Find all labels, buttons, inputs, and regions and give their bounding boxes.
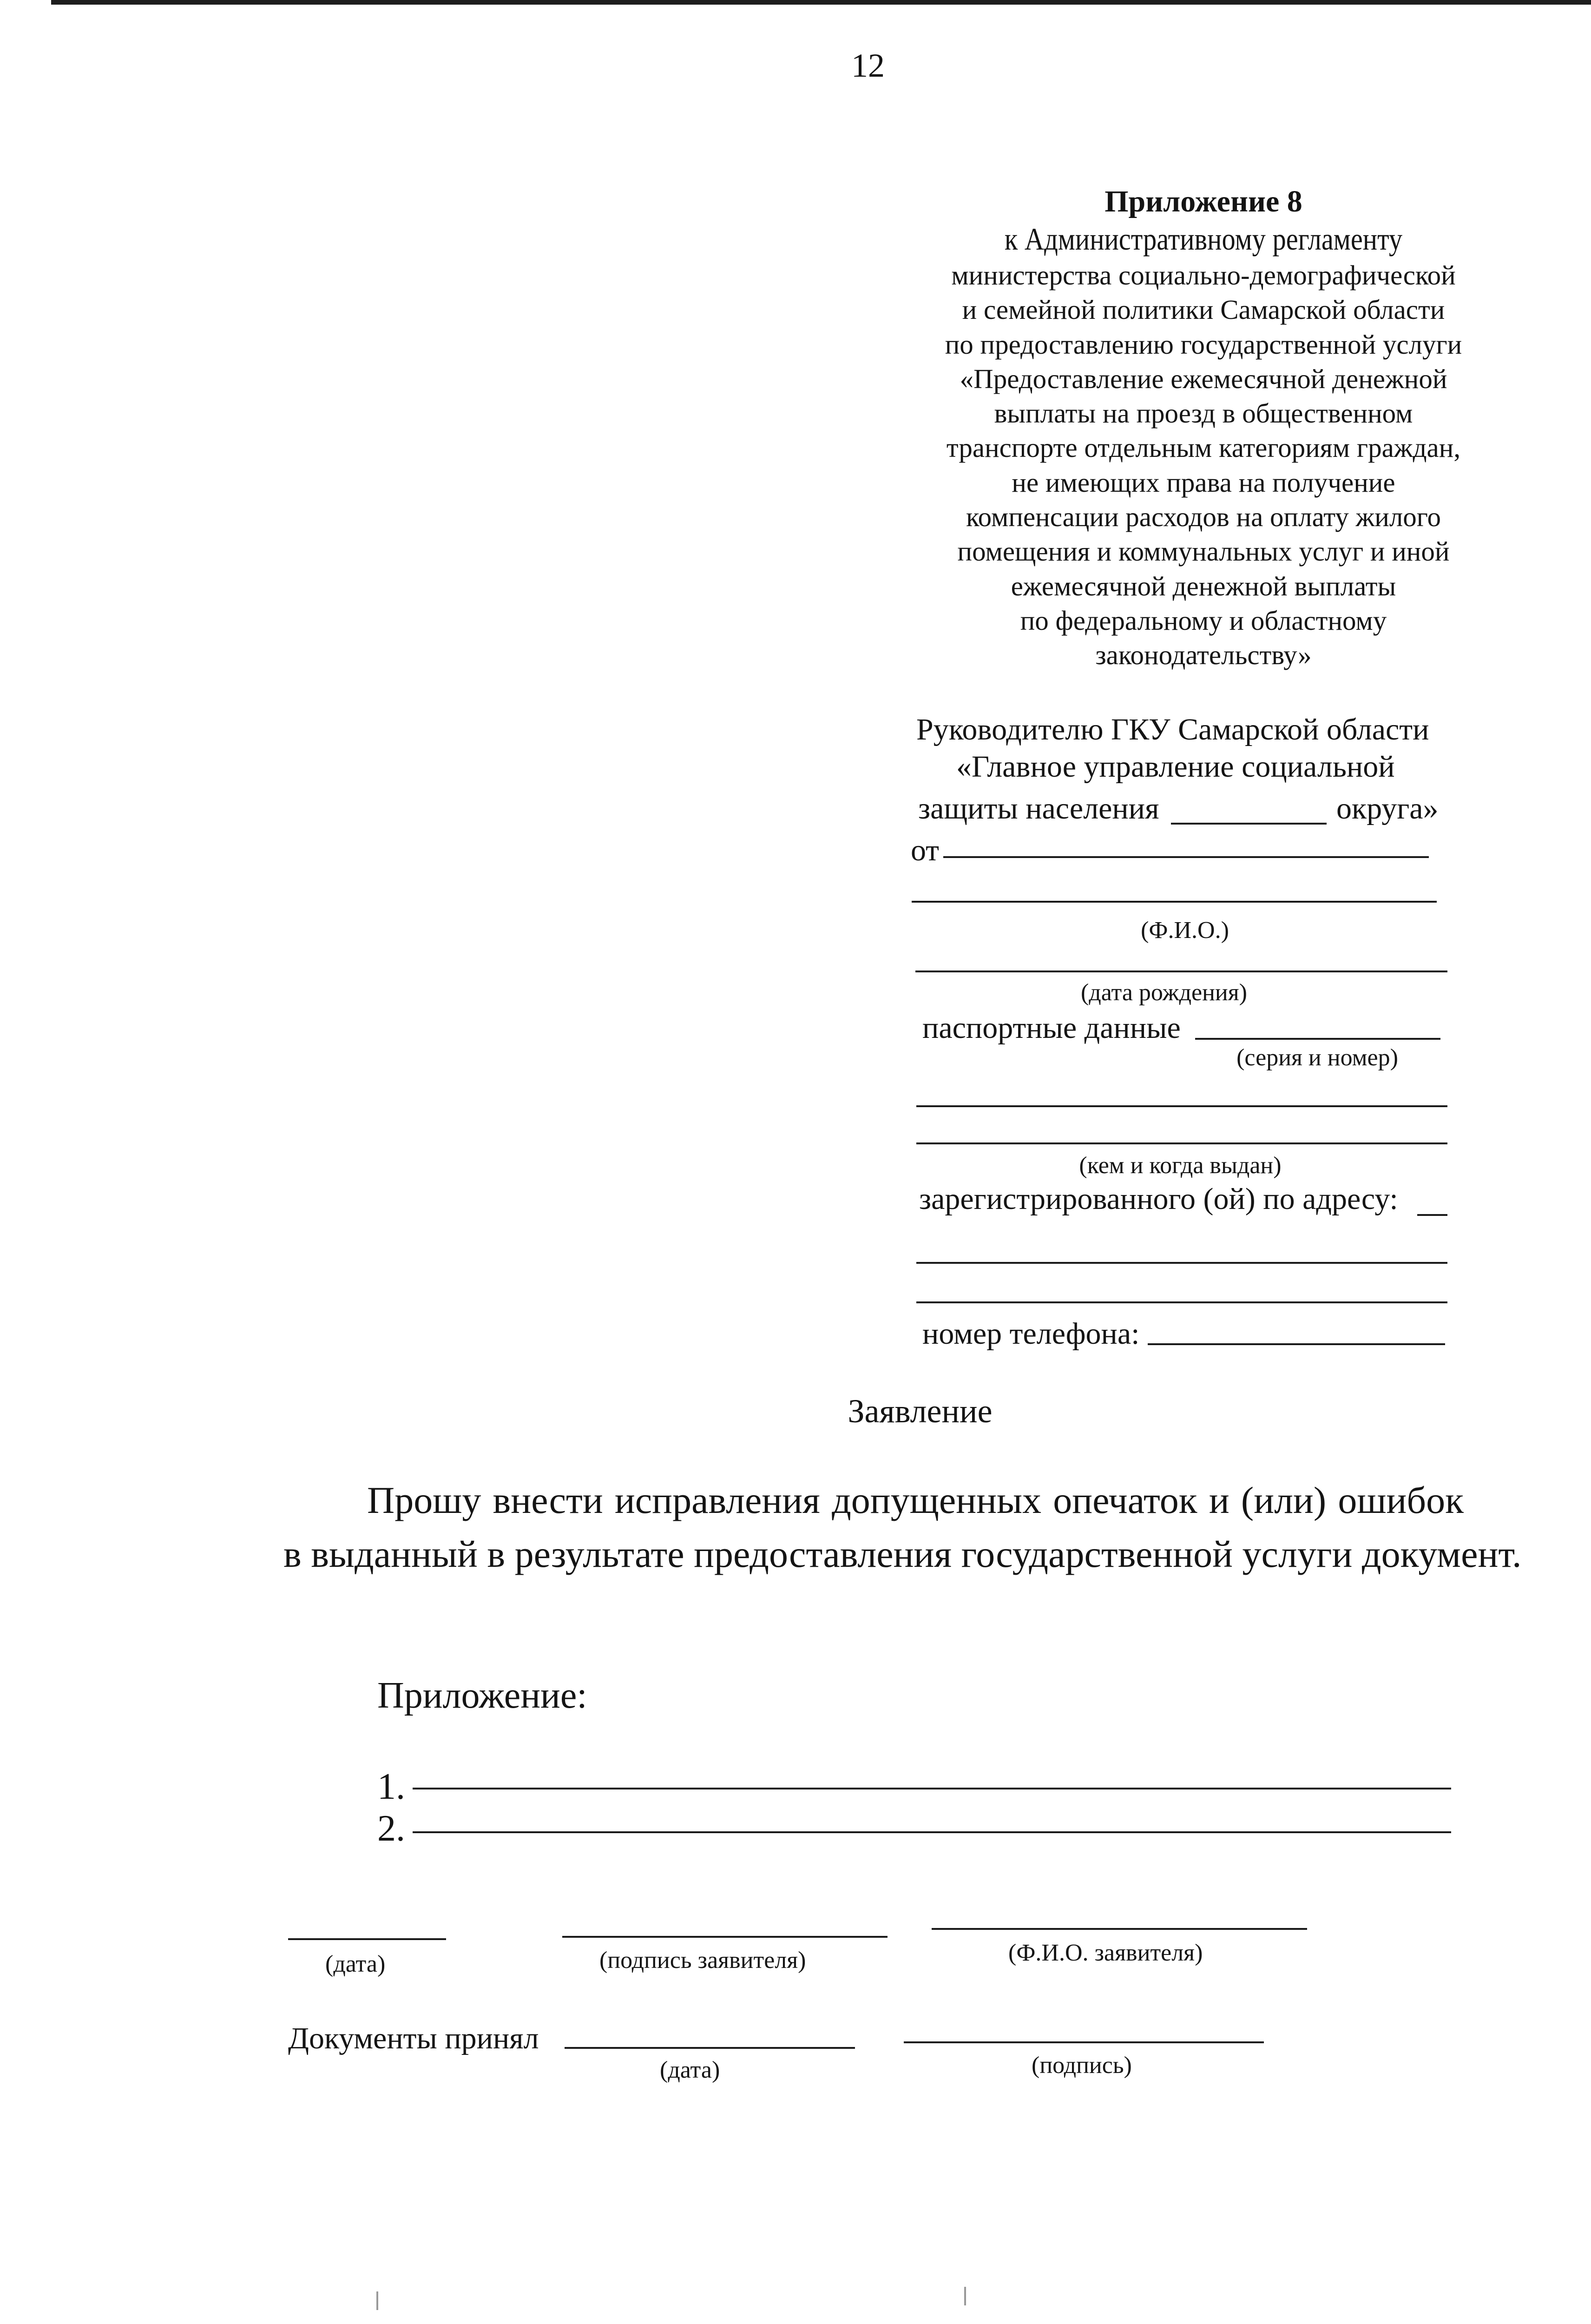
birth-date-caption: (дата рождения) [1080,979,1247,1006]
issued-field-2[interactable] [916,1142,1447,1144]
attachment-field-2[interactable] [413,1831,1451,1833]
issued-field-1[interactable] [916,1105,1447,1107]
appendix-line: и семейной политики Самарской области [962,294,1445,325]
appendix-line: по федеральному и областному [1020,605,1387,636]
applicant-signature-caption: (подпись заявителя) [599,1947,806,1974]
acceptance-date-caption: (дата) [660,2057,720,2083]
appendix-regulation: к Административному регламенту [1004,221,1403,257]
registered-label: зарегистрированного (ой) по адресу: [919,1182,1398,1216]
date-field[interactable] [288,1938,446,1940]
district-field[interactable] [1171,823,1327,825]
registered-field-end[interactable] [1417,1214,1447,1216]
acceptance-date-field[interactable] [565,2047,855,2049]
from-field[interactable] [943,856,1429,858]
scan-mark [964,2287,966,2305]
appendix-line: «Предоставление ежемесячной денежной [960,363,1447,394]
issued-caption: (кем и когда выдан) [1079,1152,1282,1179]
applicant-fio-caption: (Ф.И.О. заявителя) [1008,1940,1203,1966]
date-caption: (дата) [325,1951,386,1977]
phone-label: номер телефона: [922,1317,1140,1351]
passport-caption: (серия и номер) [1236,1044,1398,1071]
request-text [283,1473,1522,1581]
from-label: от [911,833,939,867]
address-field-2[interactable] [916,1301,1447,1303]
attachment-number-2: 2. [377,1808,405,1849]
applicant-fio-field[interactable] [932,1928,1307,1930]
request-text-line-1: Прошу внести исправления допущенных опечаток и (или) ошибок [367,1479,1464,1521]
scan-mark [376,2291,378,2310]
address-field-1[interactable] [916,1262,1447,1264]
appendix-line: помещения и коммунальных услуг и иной [957,536,1450,567]
phone-field[interactable] [1148,1343,1445,1345]
appendix-line: министерства социально-демографической [951,260,1456,290]
birth-date-field[interactable] [915,971,1447,972]
attachment-number-1: 1. [377,1766,405,1807]
appendix-line: транспорте отдельным категориям граждан, [946,432,1461,463]
appendix-line: не имеющих права на получение [1012,467,1395,498]
addressee-line-2: «Главное управление социальной [956,750,1395,784]
appendix-title: Приложение 8 [1104,185,1302,218]
attachments-label: Приложение: [377,1675,587,1716]
acceptance-label: Документы принял [288,2021,539,2055]
fio-field[interactable] [912,901,1437,903]
statement-heading: Заявление [848,1393,993,1430]
top-edge-rule [51,0,1591,5]
appendix-line: выплаты на проезд в общественном [994,398,1413,429]
appendix-line: законодательству» [1095,640,1312,671]
passport-field[interactable] [1195,1038,1440,1040]
addressee-line-1: Руководителю ГКУ Самарской области [916,713,1429,746]
appendix-line: по предоставлению государственной услуги [945,329,1462,360]
appendix-line: ежемесячной денежной выплаты [1011,570,1396,601]
request-text-line-2: в выданный в результате предоставления государственной услуги документ. [283,1533,1522,1575]
attachment-field-1[interactable] [413,1788,1451,1789]
fio-caption: (Ф.И.О.) [1141,917,1229,944]
appendix-line: компенсации расходов на оплату жилого [966,502,1441,533]
addressee-line-3-suffix: округа» [1336,792,1439,825]
addressee-line-3-prefix: защиты населения [918,792,1159,825]
acceptance-signature-caption: (подпись) [1032,2052,1132,2079]
acceptance-signature-field[interactable] [904,2041,1264,2043]
appendix-header [883,184,1524,673]
applicant-signature-field[interactable] [562,1936,888,1938]
passport-label: паспортные данные [922,1011,1181,1045]
page-number: 12 [851,47,885,84]
